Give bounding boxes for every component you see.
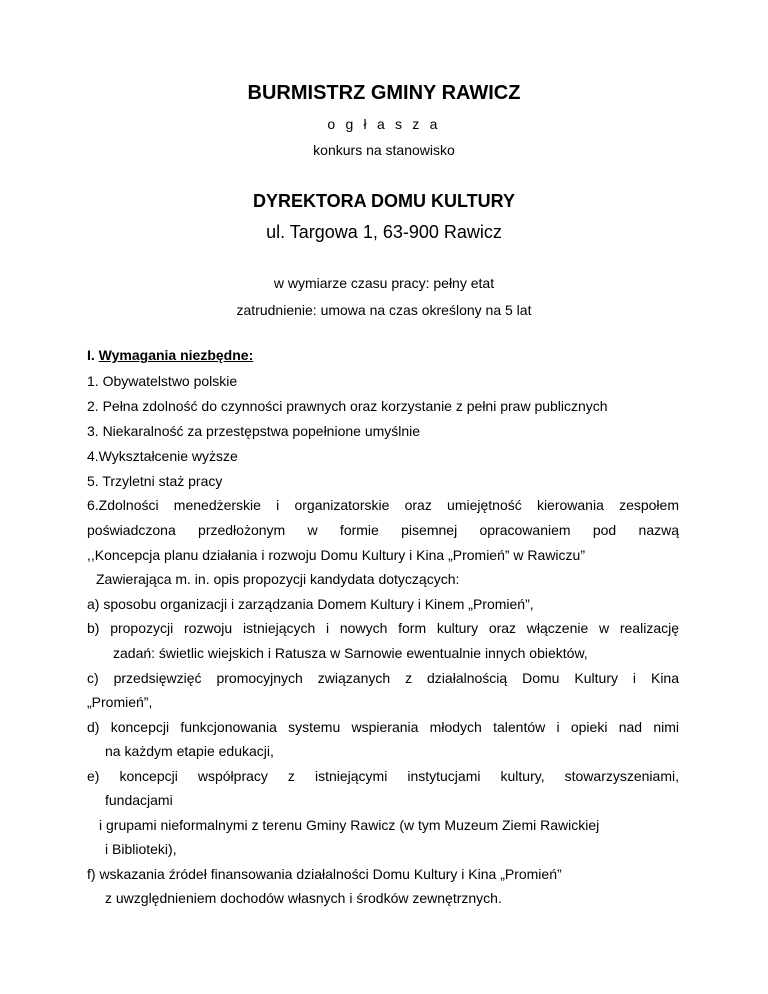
requirement-line: fundacjami	[105, 792, 173, 808]
requirement-line: Zawierająca m. in. opis propozycji kandydata dotyczących:	[96, 571, 460, 587]
requirement-line: „Promień”,	[87, 694, 153, 710]
requirement-line: d) koncepcji funkcjonowania systemu wspierania młodych talentów i opieki nad nimi	[87, 719, 679, 735]
address-line: ul. Targowa 1, 63-900 Rawicz	[266, 222, 502, 242]
requirement-line: ,,Koncepcja planu działania i rozwoju Domu Kultury i Kina „Promień” w Rawiczu”	[87, 547, 585, 563]
requirement-line: poświadczona przedłożonym w formie pisemnej opracowaniem pod nazwą	[87, 522, 679, 538]
employment-line: zatrudnienie: umowa na czas określony na 5 lat	[236, 302, 532, 318]
requirement-line: b) propozycji rozwoju istniejących i nowych form kultury oraz włączenie w realizację	[87, 620, 679, 636]
section-heading	[87, 347, 253, 363]
requirement-line: a) sposobu organizacji i zarządzania Domem Kultury i Kinem „Promień”,	[87, 596, 534, 612]
requirement-line: i Biblioteki),	[105, 841, 177, 857]
requirement-line: 6.Zdolności menedżerskie i organizatorskie oraz umiejętność kierowania zespołem	[87, 497, 679, 513]
requirement-line: c) przedsięwzięć promocyjnych związanych z działalnością Domu Kultury i Kina	[87, 670, 679, 686]
requirement-line: 3. Niekaralność za przestępstwa popełnione umyślnie	[87, 423, 421, 439]
requirement-line: zadań: świetlic wiejskich i Ratusza w Sarnowie ewentualnie innych obiektów,	[113, 645, 588, 661]
document-title: BURMISTRZ GMINY RAWICZ	[247, 82, 521, 104]
requirement-line: 5. Trzyletni staż pracy	[87, 473, 223, 489]
requirement-line: 4.Wykształcenie wyższe	[87, 448, 238, 464]
requirement-line: 1. Obywatelstwo polskie	[87, 373, 238, 389]
requirement-line: e) koncepcji współpracy z istniejącymi instytucjami kultury, stowarzyszeniami,	[87, 768, 679, 784]
competition-label: konkurs na stanowisko	[313, 142, 455, 158]
requirement-line: f) wskazania źródeł finansowania działalności Domu Kultury i Kina „Promień”	[87, 866, 562, 882]
section-number: I.	[87, 347, 99, 363]
requirement-line: i grupami nieformalnymi z terenu Gminy Rawicz (w tym Muzeum Ziemi Rawickiej	[99, 817, 600, 833]
position-title: DYREKTORA DOMU KULTURY	[253, 191, 515, 211]
announces-label: o g ł a s z a	[327, 116, 441, 132]
worktime-line: w wymiarze czasu pracy: pełny etat	[273, 275, 495, 291]
requirement-line: 2. Pełna zdolność do czynności prawnych oraz korzystanie z pełni praw publicznych	[87, 398, 608, 414]
requirement-line: z uwzględnieniem dochodów własnych i środków zewnętrznych.	[105, 890, 502, 906]
section-title: Wymagania niezbędne:	[98, 347, 254, 363]
requirement-line: na każdym etapie edukacji,	[105, 743, 274, 759]
